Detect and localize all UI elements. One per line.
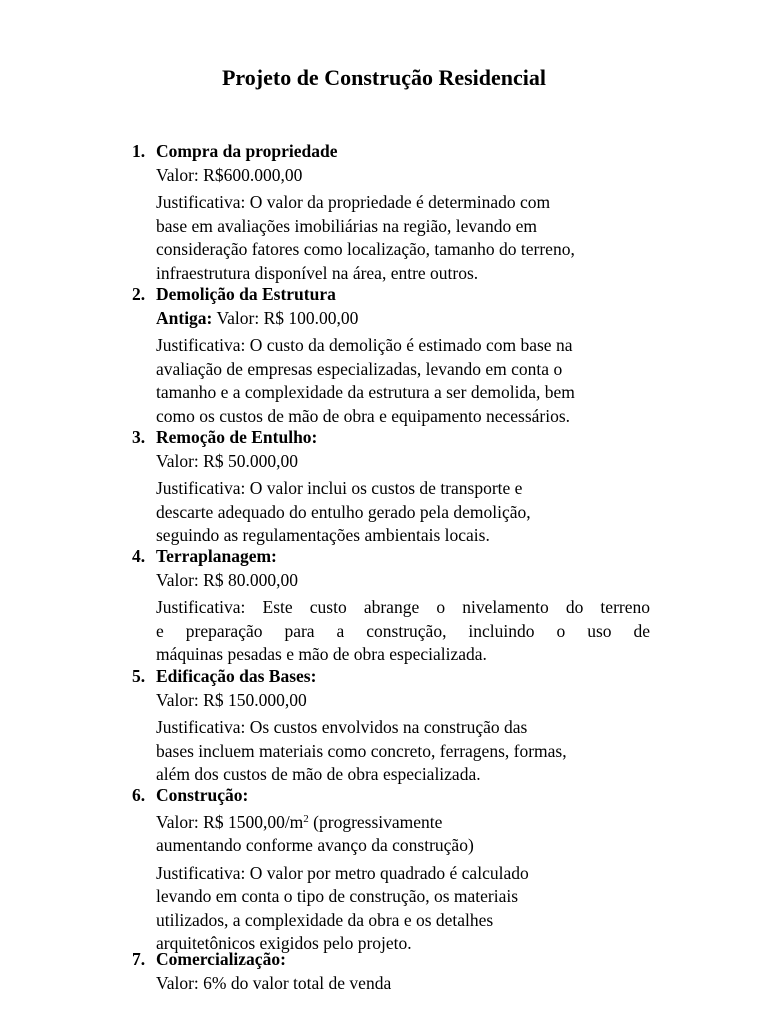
item-value: Valor: R$ 50.000,00 <box>156 450 298 471</box>
item-justification <box>156 596 650 667</box>
item-justification <box>156 191 650 285</box>
item-heading: Construção: <box>156 785 249 805</box>
item-justification <box>156 334 650 428</box>
item-number: 5. <box>132 666 146 686</box>
justification-line: Justificativa: O custo da demolição é estimado com base na <box>156 335 573 355</box>
item-heading: Compra da propriedade <box>156 141 338 161</box>
item-heading-continuation: Antiga: <box>156 307 213 328</box>
item-number: 7. <box>132 949 146 969</box>
superscript-exponent: 2 <box>303 812 309 825</box>
item-justification <box>156 862 650 956</box>
item-value: Valor: R$ 100.00,00 <box>216 307 359 328</box>
item-heading: Demolição da Estrutura <box>156 284 336 304</box>
item-number: 4. <box>132 546 146 566</box>
justification-line: Justificativa: O valor inclui os custos de transporte e <box>156 478 523 498</box>
justification-line: avaliação de empresas especializadas, levando em conta o <box>156 358 563 379</box>
justification-line: infraestrutura disponível na área, entre outros. <box>156 262 479 283</box>
item-value: Valor: R$ 1500,00/m <box>156 811 304 832</box>
justification-line: Justificativa: Os custos envolvidos na construção das <box>156 717 528 737</box>
item-number: 3. <box>132 427 146 447</box>
item-number: 2. <box>132 284 146 304</box>
justification-line: tamanho e a complexidade da estrutura a ser demolida, bem <box>156 382 575 402</box>
justification-line: Justificativa: Este custo abrange o nivelamento do terreno <box>156 597 650 617</box>
item-number: 6. <box>132 785 146 805</box>
item-value: Valor: 6% do valor total de venda <box>156 972 392 993</box>
item-value-line <box>156 307 650 331</box>
item-heading: Edificação das Bases: <box>156 666 317 686</box>
justification-line: descarte adequado do entulho gerado pela demolição, <box>156 501 531 522</box>
item-justification <box>156 716 650 787</box>
justification-line: e preparação para a construção, incluindo o uso de <box>156 620 650 641</box>
item-number: 1. <box>132 141 146 161</box>
item-value: Valor: R$ 80.000,00 <box>156 569 298 590</box>
item-heading: Comercialização: <box>156 949 286 969</box>
justification-line: levando em conta o tipo de construção, os materiais <box>156 886 519 906</box>
item-heading: Terraplanagem: <box>156 546 277 566</box>
justification-line: Justificativa: O valor da propriedade é determinado com <box>156 192 551 212</box>
justification-line: máquinas pesadas e mão de obra especializada. <box>156 644 487 664</box>
item-value: Valor: R$ 150.000,00 <box>156 689 307 710</box>
item-value-line <box>156 811 650 835</box>
justification-line: bases incluem materiais como concreto, ferragens, formas, <box>156 740 567 761</box>
justification-line: arquitetônicos exigidos pelo projeto. <box>156 933 412 953</box>
document-title: Projeto de Construção Residencial <box>221 65 547 90</box>
justification-line: além dos custos de mão de obra especializada. <box>156 764 481 784</box>
justification-line: utilizados, a complexidade da obra e os detalhes <box>156 909 494 930</box>
justification-line: consideração fatores como localização, tamanho do terreno, <box>156 239 575 259</box>
justification-line: Justificativa: O valor por metro quadrado é calculado <box>156 862 529 883</box>
item-value: Valor: R$600.000,00 <box>156 164 303 185</box>
justification-line: seguindo as regulamentações ambientais locais. <box>156 525 490 545</box>
item-justification <box>156 477 650 548</box>
justification-line: como os custos de mão de obra e equipamento necessários. <box>156 405 571 426</box>
item-value-line-2: aumentando conforme avanço da construção) <box>156 835 474 855</box>
item-value-suffix: (progressivamente <box>308 811 443 832</box>
item-heading: Remoção de Entulho: <box>156 427 318 447</box>
justification-line: base em avaliações imobiliárias na região, levando em <box>156 215 537 236</box>
